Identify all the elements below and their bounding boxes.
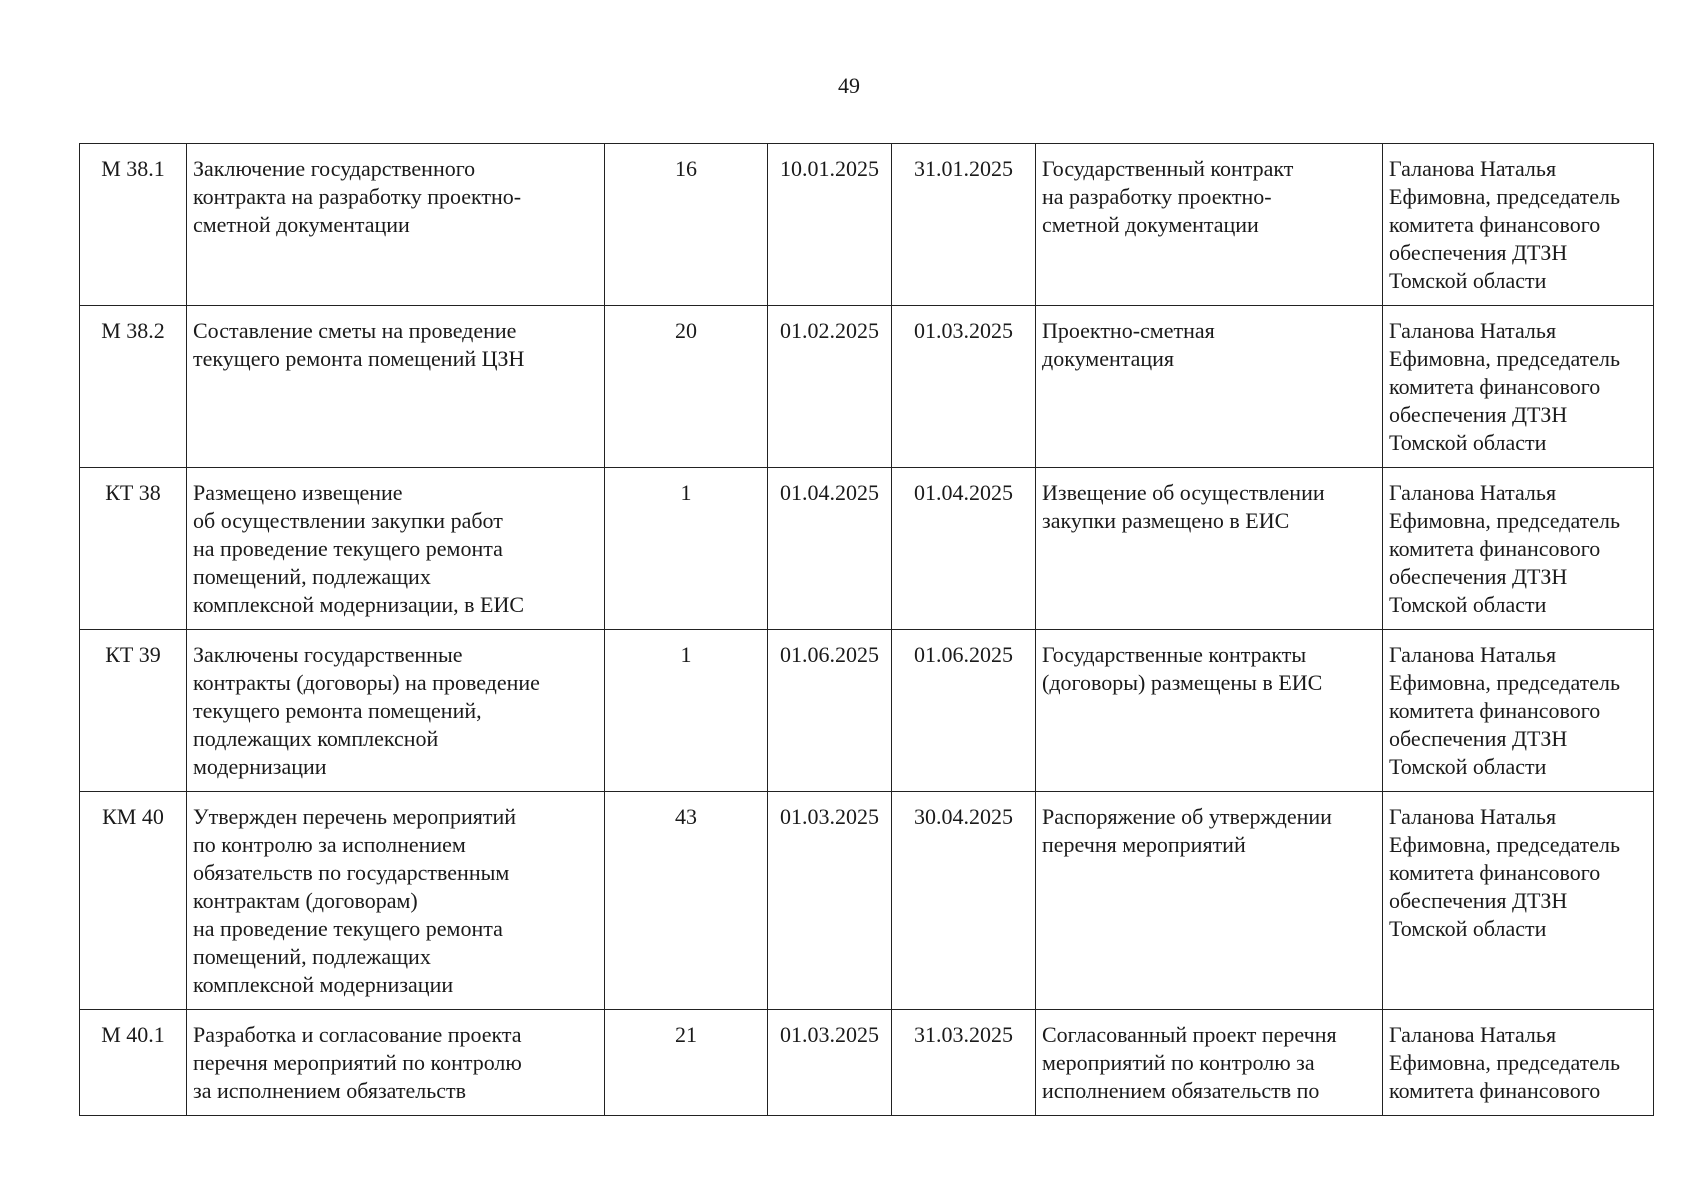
row-name: Размещено извещение об осуществлении закупки работ на проведение текущего ремонта помещений, подлежащих комплексной модернизации, в ЕИС xyxy=(187,468,605,630)
row-code: КТ 39 xyxy=(80,630,187,792)
row-start-date: 10.01.2025 xyxy=(768,144,892,306)
row-code: КМ 40 xyxy=(80,792,187,1010)
row-start-date: 01.03.2025 xyxy=(768,792,892,1010)
plan-table xyxy=(79,143,1654,1116)
row-name: Заключение государственного контракта на разработку проектно- сметной документации xyxy=(187,144,605,306)
row-responsible: Галанова Наталья Ефимовна, председатель комитета финансового обеспечения ДТЗН Томской области xyxy=(1383,306,1654,468)
row-end-date: 31.01.2025 xyxy=(892,144,1036,306)
row-duration: 21 xyxy=(605,1010,768,1116)
row-start-date: 01.02.2025 xyxy=(768,306,892,468)
row-end-date: 01.06.2025 xyxy=(892,630,1036,792)
row-duration: 1 xyxy=(605,630,768,792)
row-result: Государственные контракты (договоры) размещены в ЕИС xyxy=(1036,630,1383,792)
row-duration: 43 xyxy=(605,792,768,1010)
row-responsible: Галанова Наталья Ефимовна, председатель комитета финансового обеспечения ДТЗН Томской области xyxy=(1383,144,1654,306)
row-end-date: 01.03.2025 xyxy=(892,306,1036,468)
table-row xyxy=(80,630,1654,792)
row-responsible: Галанова Наталья Ефимовна, председатель комитета финансового обеспечения ДТЗН Томской области xyxy=(1383,792,1654,1010)
table-row xyxy=(80,792,1654,1010)
row-code: М 40.1 xyxy=(80,1010,187,1116)
table-row xyxy=(80,468,1654,630)
row-end-date: 31.03.2025 xyxy=(892,1010,1036,1116)
row-duration: 1 xyxy=(605,468,768,630)
row-name: Заключены государственные контракты (договоры) на проведение текущего ремонта помещений, подлежащих комплексной модернизации xyxy=(187,630,605,792)
row-responsible: Галанова Наталья Ефимовна, председатель комитета финансового обеспечения ДТЗН Томской области xyxy=(1383,468,1654,630)
row-result: Государственный контракт на разработку проектно- сметной документации xyxy=(1036,144,1383,306)
row-result: Распоряжение об утверждении перечня мероприятий xyxy=(1036,792,1383,1010)
row-end-date: 01.04.2025 xyxy=(892,468,1036,630)
row-code: М 38.1 xyxy=(80,144,187,306)
table-row xyxy=(80,1010,1654,1116)
page-number: 49 xyxy=(838,73,860,98)
row-end-date: 30.04.2025 xyxy=(892,792,1036,1010)
row-name: Разработка и согласование проекта перечня мероприятий по контролю за исполнением обязательств xyxy=(187,1010,605,1116)
row-result: Согласованный проект перечня мероприятий по контролю за исполнением обязательств по xyxy=(1036,1010,1383,1116)
row-responsible: Галанова Наталья Ефимовна, председатель комитета финансового xyxy=(1383,1010,1654,1116)
row-result: Извещение об осуществлении закупки размещено в ЕИС xyxy=(1036,468,1383,630)
table-row xyxy=(80,306,1654,468)
row-duration: 16 xyxy=(605,144,768,306)
row-duration: 20 xyxy=(605,306,768,468)
row-name: Составление сметы на проведение текущего ремонта помещений ЦЗН xyxy=(187,306,605,468)
row-start-date: 01.03.2025 xyxy=(768,1010,892,1116)
row-start-date: 01.04.2025 xyxy=(768,468,892,630)
table-row xyxy=(80,144,1654,306)
row-name: Утвержден перечень мероприятий по контролю за исполнением обязательств по государственным контрактам (договорам) на проведение текущего ремонта помещений, подлежащих комплексной модернизации xyxy=(187,792,605,1010)
row-responsible: Галанова Наталья Ефимовна, председатель комитета финансового обеспечения ДТЗН Томской области xyxy=(1383,630,1654,792)
row-code: М 38.2 xyxy=(80,306,187,468)
row-code: КТ 38 xyxy=(80,468,187,630)
row-start-date: 01.06.2025 xyxy=(768,630,892,792)
row-result: Проектно-сметная документация xyxy=(1036,306,1383,468)
